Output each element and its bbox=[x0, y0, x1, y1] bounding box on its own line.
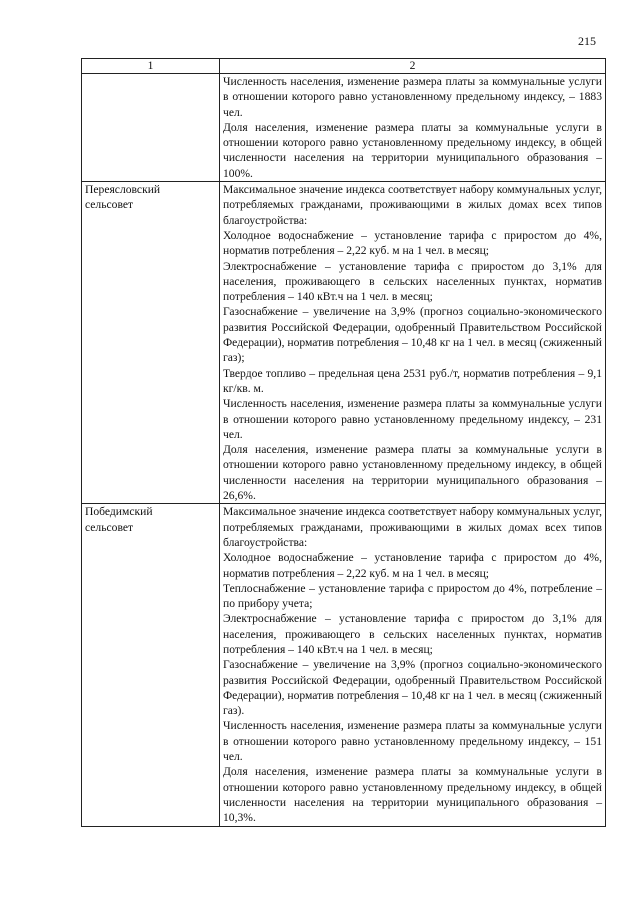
municipality-name-line: Победимский bbox=[85, 505, 153, 519]
municipality-name-line: сельсовет bbox=[85, 520, 134, 534]
description-paragraph: Численность населения, изменение размера платы за коммунальные услуги в отношении которого равно установленному предельному индексу, – 151 чел. bbox=[223, 719, 602, 764]
page-number: 215 bbox=[578, 34, 596, 48]
description-paragraph: Максимальное значение индекса соответствует набору коммунальных услуг, потребляемых гражданами, проживающими в жилых домах всех типов благоустройства: bbox=[223, 183, 602, 227]
description-paragraph: Газоснабжение – увеличение на 3,9% (прогноз социально-экономического развития Российской Федерации, одобренный Правительством Российской Федерации), норматив потребления – 10,48 кг на 1 чел. в месяц (сжиженный газ); bbox=[223, 305, 602, 365]
description-paragraph: Электроснабжение – установление тарифа с приростом до 3,1% для населения, проживающего в сельских населенных пунктах, норматив потребления – 140 кВт.ч на 1 чел. в месяц; bbox=[223, 259, 602, 304]
description-paragraph: Доля населения, изменение размера платы за коммунальные услуги в отношении которого равно установленному предельному индексу, в общей численности населения на территории муниципального образования – 26,6%. bbox=[223, 443, 602, 503]
municipality-name-cell bbox=[82, 74, 220, 182]
description-paragraph: Теплоснабжение – установление тарифа с приростом до 4%, потребление – по прибору учета; bbox=[223, 581, 602, 611]
column-header-1: 1 bbox=[82, 59, 220, 74]
municipality-name-line: сельсовет bbox=[85, 198, 134, 212]
municipality-name-line: Переясловский bbox=[85, 183, 161, 197]
description-paragraph: Электроснабжение – установление тарифа с приростом до 3,1% для населения, проживающего в сельских населенных пунктах, норматив потребления – 140 кВт.ч на 1 чел. в месяц; bbox=[223, 612, 602, 656]
municipality-name-cell bbox=[82, 504, 220, 826]
table-body bbox=[82, 74, 606, 827]
description-paragraph: Холодное водоснабжение – установление тарифа с приростом до 4%, норматив потребления – 2,22 куб. м на 1 чел. в месяц; bbox=[223, 228, 602, 258]
table-header-row bbox=[82, 59, 606, 74]
description-paragraph: Численность населения, изменение размера платы за коммунальные услуги в отношении которого равно установленному предельному индексу, – 1883 чел. bbox=[223, 75, 602, 119]
description-cell bbox=[220, 74, 606, 182]
description-paragraph: Доля населения, изменение размера платы за коммунальные услуги в отношении которого равно установленному предельному индексу, в общей численности населения на территории муниципального образования – 10,3%. bbox=[223, 765, 602, 825]
description-cell bbox=[220, 504, 606, 826]
table-row bbox=[82, 74, 606, 182]
description-paragraph: Численность населения, изменение размера платы за коммунальные услуги в отношении которого равно установленному предельному индексу, – 231 чел. bbox=[223, 397, 602, 441]
description-paragraph: Газоснабжение – увеличение на 3,9% (прогноз социально-экономического развития Российской Федерации, одобренный Правительством Российской Федерации), норматив потребления – 10,48 кг на 1 чел. в месяц (сжиженный газ). bbox=[223, 658, 602, 718]
table-row bbox=[82, 182, 606, 504]
municipality-name-cell bbox=[82, 182, 220, 504]
document-table bbox=[81, 58, 606, 827]
description-paragraph: Твердое топливо – предельная цена 2531 руб./т, норматив потребления – 9,1 кг/кв. м. bbox=[223, 366, 602, 395]
description-paragraph: Максимальное значение индекса соответствует набору коммунальных услуг, потребляемых гражданами, проживающими в жилых домах всех типов благоустройства: bbox=[223, 505, 602, 549]
description-cell bbox=[220, 182, 606, 504]
description-paragraph: Доля населения, изменение размера платы за коммунальные услуги в отношении которого равно установленному предельному индексу, в общей численности населения на территории муниципального образования – 100%. bbox=[223, 120, 602, 180]
description-paragraph: Холодное водоснабжение – установление тарифа с приростом до 4%, норматив потребления – 2,22 куб. м на 1 чел. в месяц; bbox=[223, 551, 602, 580]
table-row bbox=[82, 504, 606, 826]
column-header-2: 2 bbox=[220, 59, 606, 74]
